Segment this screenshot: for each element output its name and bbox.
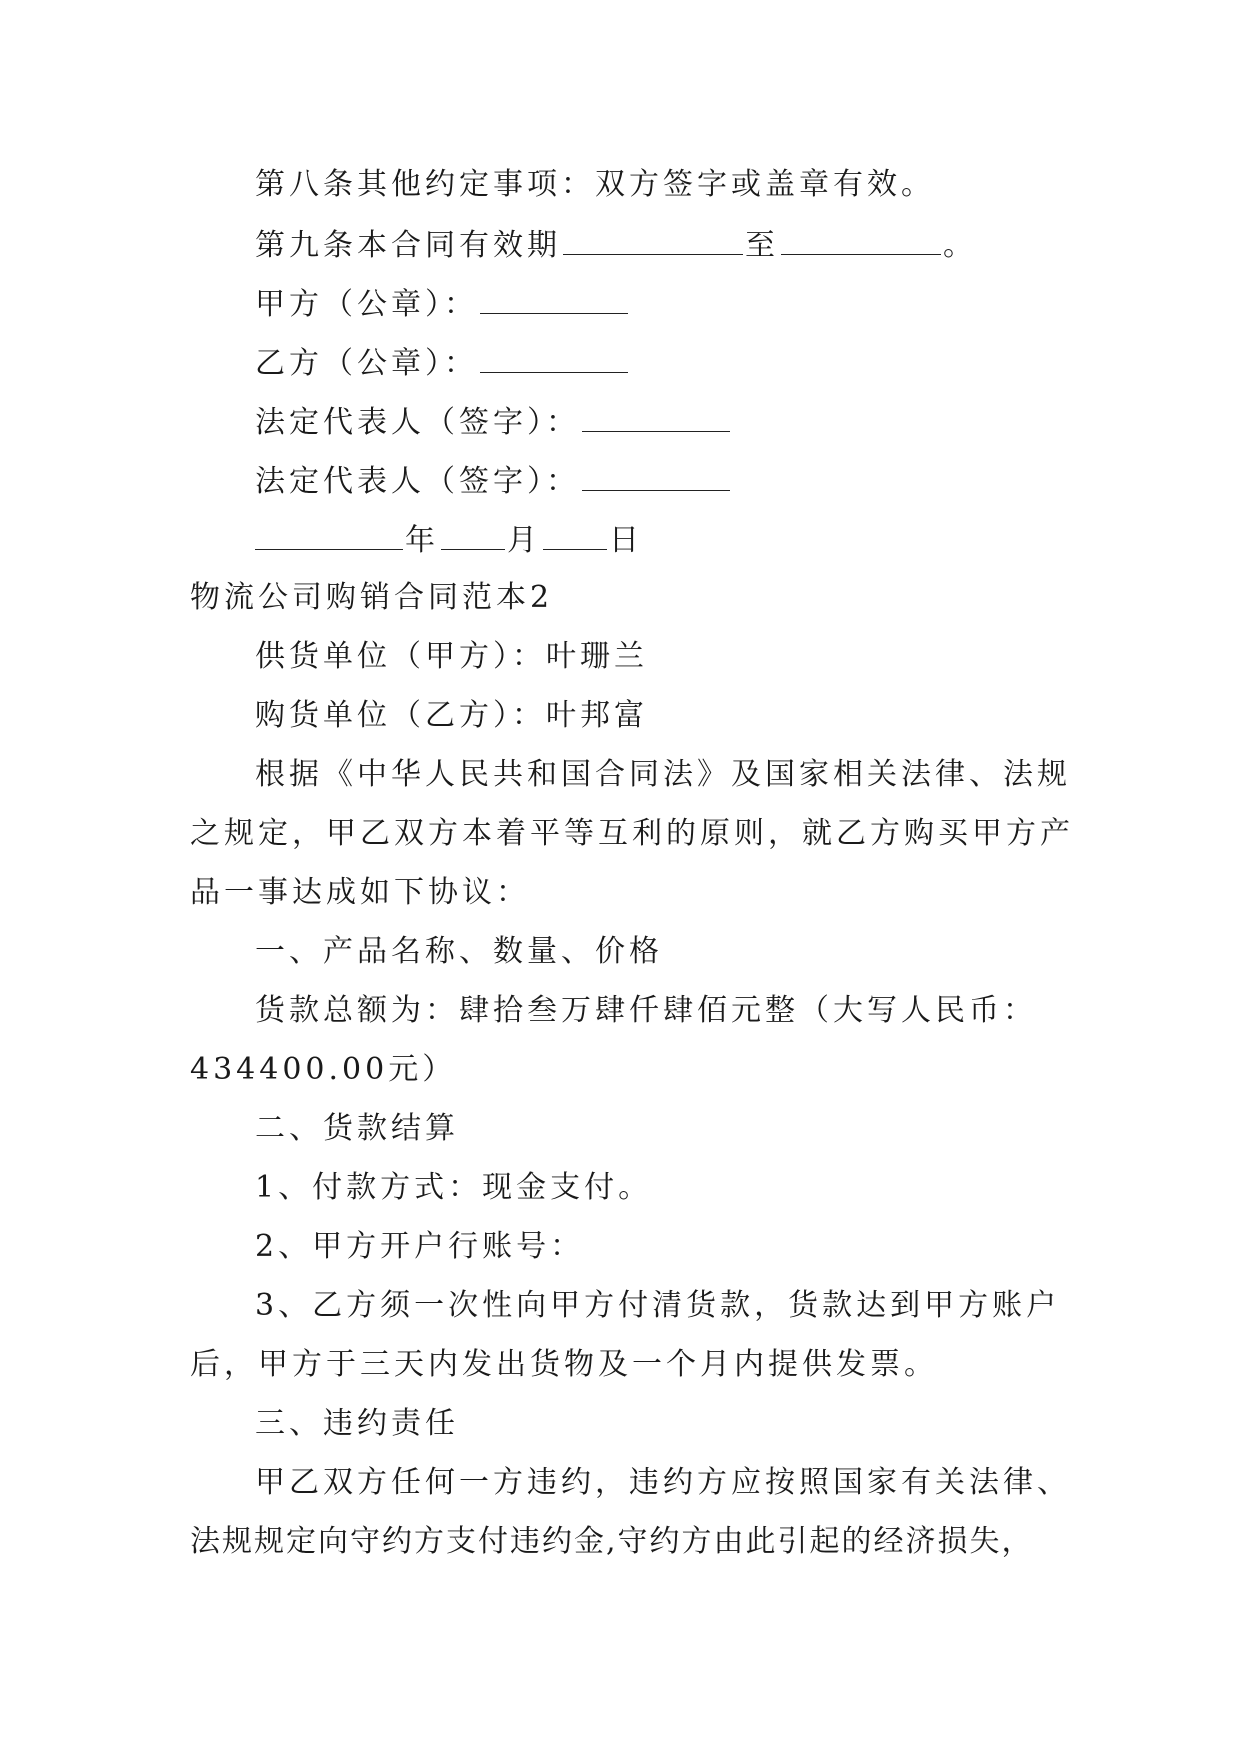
article-9-prefix: 第九条本合同有效期 [255, 228, 561, 263]
clause-2-heading: 二、货款结算 [255, 1111, 459, 1146]
legal-rep-2-label: 法定代表人（签字）： [255, 464, 580, 499]
payment-terms-line-2: 后，甲方于三天内发出货物及一个月内提供发票。 [190, 1347, 938, 1382]
year-blank[interactable] [255, 519, 403, 550]
intro-line-2: 之规定，甲乙双方本着平等互利的原则，就乙方购买甲方产 [190, 816, 1074, 851]
party-a-seal-label: 甲方（公章）： [255, 287, 478, 322]
article-9-suffix: 。 [943, 228, 977, 263]
legal-rep-1-line [255, 401, 732, 443]
breach-line-2: 法规规定向守约方支付违约金,守约方由此引起的经济损失， [190, 1524, 1034, 1559]
total-line-1: 货款总额为：肆拾叁万肆仟肆佰元整（大写人民币： [255, 993, 1037, 1028]
validity-end-blank[interactable] [781, 224, 941, 255]
date-line [255, 519, 643, 561]
clause-3-heading: 三、违约责任 [255, 1406, 459, 1441]
legal-rep-2-line [255, 460, 732, 502]
year-label: 年 [405, 523, 439, 558]
month-blank[interactable] [441, 519, 505, 550]
clause-1-heading: 一、产品名称、数量、价格 [255, 934, 663, 969]
party-b-seal-label: 乙方（公章）： [255, 346, 478, 381]
article-8: 第八条其他约定事项：双方签字或盖章有效。 [255, 167, 935, 202]
month-label: 月 [507, 523, 541, 558]
payment-method: 1、付款方式：现金支付。 [255, 1170, 653, 1205]
legal-rep-2-blank[interactable] [582, 460, 730, 491]
intro-line-1: 根据《中华人民共和国合同法》及国家相关法律、法规 [255, 757, 1071, 792]
payment-terms-line-1: 3、乙方须一次性向甲方付清货款，货款达到甲方账户 [255, 1288, 1061, 1323]
party-b-seal-line [255, 342, 630, 384]
intro-line-3: 品一事达成如下协议： [190, 875, 530, 910]
section-title: 物流公司购销合同范本2 [190, 580, 554, 615]
buyer-line: 购货单位（乙方）：叶邦富 [255, 698, 648, 733]
party-a-seal-blank[interactable] [480, 283, 628, 314]
breach-line-1: 甲乙双方任何一方违约，违约方应按照国家有关法律、 [255, 1465, 1071, 1500]
supplier-line: 供货单位（甲方）：叶珊兰 [255, 639, 648, 674]
total-line-2: 434400.00元） [190, 1052, 457, 1087]
legal-rep-1-label: 法定代表人（签字）： [255, 405, 580, 440]
party-b-seal-blank[interactable] [480, 342, 628, 373]
article-9-mid: 至 [745, 228, 779, 263]
article-9 [255, 224, 977, 266]
day-label: 日 [609, 523, 643, 558]
day-blank[interactable] [543, 519, 607, 550]
party-a-seal-line [255, 283, 630, 325]
legal-rep-1-blank[interactable] [582, 401, 730, 432]
validity-start-blank[interactable] [563, 224, 743, 255]
bank-account: 2、甲方开户行账号： [255, 1229, 585, 1264]
